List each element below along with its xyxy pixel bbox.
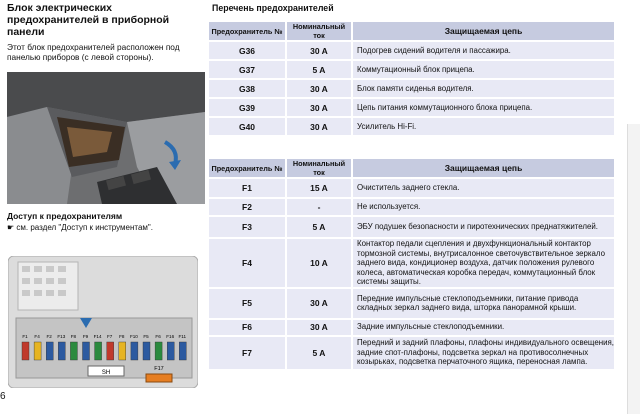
rated-current-cell: - [285, 199, 351, 215]
fuse-block [58, 342, 65, 360]
fuse-number-cell: F3 [209, 217, 285, 237]
f17-label: F17 [154, 366, 164, 372]
circuit-cell: Не используется. [351, 199, 614, 215]
table-row [209, 99, 614, 116]
fuse-number-cell: F4 [209, 239, 285, 287]
circuit-cell: Передние импульсные стеклоподъемники, питание привода складных зеркал заднего вида, шторка панорамной крыши. [351, 289, 614, 318]
section-title: Блок электрических предохранителей в приборной панели [7, 2, 170, 38]
table-row [209, 179, 614, 197]
fuse-box-diagram [8, 256, 198, 388]
fuse-slot-label: F8 [70, 334, 77, 339]
fuse-number-cell: G36 [209, 42, 285, 59]
col-fuse-number: Предохранитель № [209, 22, 285, 40]
col-protected-circuit: Защищаемая цепь [351, 22, 614, 40]
table-row [209, 217, 614, 237]
fuse-slot-label: F8 [119, 334, 125, 339]
table-header-row [209, 159, 614, 177]
rated-current-cell: 15 A [285, 179, 351, 197]
table-row [209, 80, 614, 97]
fuse-block [167, 342, 174, 360]
fuse-number-cell: F5 [209, 289, 285, 318]
fuse-number-cell: G37 [209, 61, 285, 78]
fuse-number-cell: G39 [209, 99, 285, 116]
rated-current-cell: 5 A [285, 217, 351, 237]
scrollbar[interactable] [627, 124, 640, 414]
circuit-cell: Передний и задний плафоны, плафоны индивидуального освещения, задние спот-плафоны, подсветка зеркал на противосолнечных козырьках, подсветка перчаточного ящика, переносная лампа. [351, 337, 614, 369]
fuse-block [131, 342, 138, 360]
fuse-table-f [209, 157, 614, 371]
fuse-slot-label: F6 [155, 334, 161, 339]
table-row [209, 337, 614, 369]
fuse-slot-label: F10 [129, 334, 138, 339]
rated-current-cell: 30 A [285, 99, 351, 116]
fuse-slot-label: F9 [82, 334, 89, 339]
fuse-slot-label: F4 [34, 334, 40, 339]
fuse-number-cell: G40 [209, 118, 285, 135]
fuse-block [155, 342, 162, 360]
fuse-block [95, 342, 102, 360]
dashboard-photo [7, 72, 205, 204]
fuse-slot-label: F13 [57, 334, 66, 339]
fuse-list-heading: Перечень предохранителей [212, 3, 334, 13]
circuit-cell: Задние импульсные стеклоподъемники. [351, 320, 614, 335]
fuse-block [119, 342, 126, 360]
rated-current-cell: 10 A [285, 239, 351, 287]
col-protected-circuit: Защищаемая цепь [351, 159, 614, 177]
rated-current-cell: 30 A [285, 42, 351, 59]
rated-current-cell: 30 A [285, 118, 351, 135]
page-number: 6 [0, 391, 6, 402]
rated-current-cell: 5 A [285, 61, 351, 78]
access-text [7, 223, 153, 232]
circuit-cell: Усилитель Hi-Fi. [351, 118, 614, 135]
fuse-block [83, 342, 90, 360]
access-heading: Доступ к предохранителям [7, 211, 123, 221]
section-description: Этот блок предохранителей расположен под панелью приборов (с левой стороны). [7, 42, 180, 62]
circuit-cell: Коммутационный блок прицепа. [351, 61, 614, 78]
fuse-slot-label: F1 [22, 334, 28, 339]
rated-current-cell: 30 A [285, 80, 351, 97]
fuse-slot-label: F16 [166, 334, 175, 339]
circuit-cell: Подогрев сидений водителя и пассажира. [351, 42, 614, 59]
fuse-number-cell: F6 [209, 320, 285, 335]
fuse-number-cell: F7 [209, 337, 285, 369]
fuse-number-cell: F2 [209, 199, 285, 215]
table-row [209, 320, 614, 335]
fuse-number-cell: G38 [209, 80, 285, 97]
fuse-slot-label: F7 [107, 334, 113, 339]
circuit-cell: Блок памяти сиденья водителя. [351, 80, 614, 97]
rated-current-cell: 30 A [285, 289, 351, 318]
access-link-text[interactable]: см. раздел "Доступ к инструментам". [16, 223, 153, 232]
table-row [209, 42, 614, 59]
fuse-block [46, 342, 53, 360]
fuse-block [70, 342, 77, 360]
col-rated-current: Номинальный ток [285, 159, 351, 177]
fuse-block [143, 342, 150, 360]
circuit-cell: Цепь питания коммутационного блока прицепа. [351, 99, 614, 116]
fuse-slot-label: F11 [178, 334, 187, 339]
fuse-slot-label: F2 [46, 334, 52, 339]
table-row [209, 118, 614, 135]
fuse-block [107, 342, 114, 360]
arrow-icon: ☛ [7, 223, 17, 232]
circuit-cell: Контактор педали сцепления и двухфункциональный контактор тормозной системы, внутрисалонное светочувствительное зеркало заднего вида, кондиционер воздуха, датчик положения рулевого колеса, автоматическая коробка передач, коммутационный блок системы защиты. [351, 239, 614, 287]
fuse-table-g [209, 20, 614, 137]
table-row [209, 289, 614, 318]
fuse-block [179, 342, 186, 360]
rated-current-cell: 30 A [285, 320, 351, 335]
circuit-cell: Очиститель заднего стекла. [351, 179, 614, 197]
col-rated-current: Номинальный ток [285, 22, 351, 40]
fuse-slot-label: F14 [93, 334, 102, 339]
table-row [209, 61, 614, 78]
sh-label: SH [101, 370, 111, 376]
fuse-block [34, 342, 41, 360]
table-row [209, 239, 614, 287]
table-row [209, 199, 614, 215]
table-header-row [209, 22, 614, 40]
rated-current-cell: 5 A [285, 337, 351, 369]
fuse-number-cell: F1 [209, 179, 285, 197]
fuse-block [22, 342, 29, 360]
col-fuse-number: Предохранитель № [209, 159, 285, 177]
fuse-slot-label: F5 [143, 334, 149, 339]
circuit-cell: ЭБУ подушек безопасности и пиротехнических преднатяжителей. [351, 217, 614, 237]
